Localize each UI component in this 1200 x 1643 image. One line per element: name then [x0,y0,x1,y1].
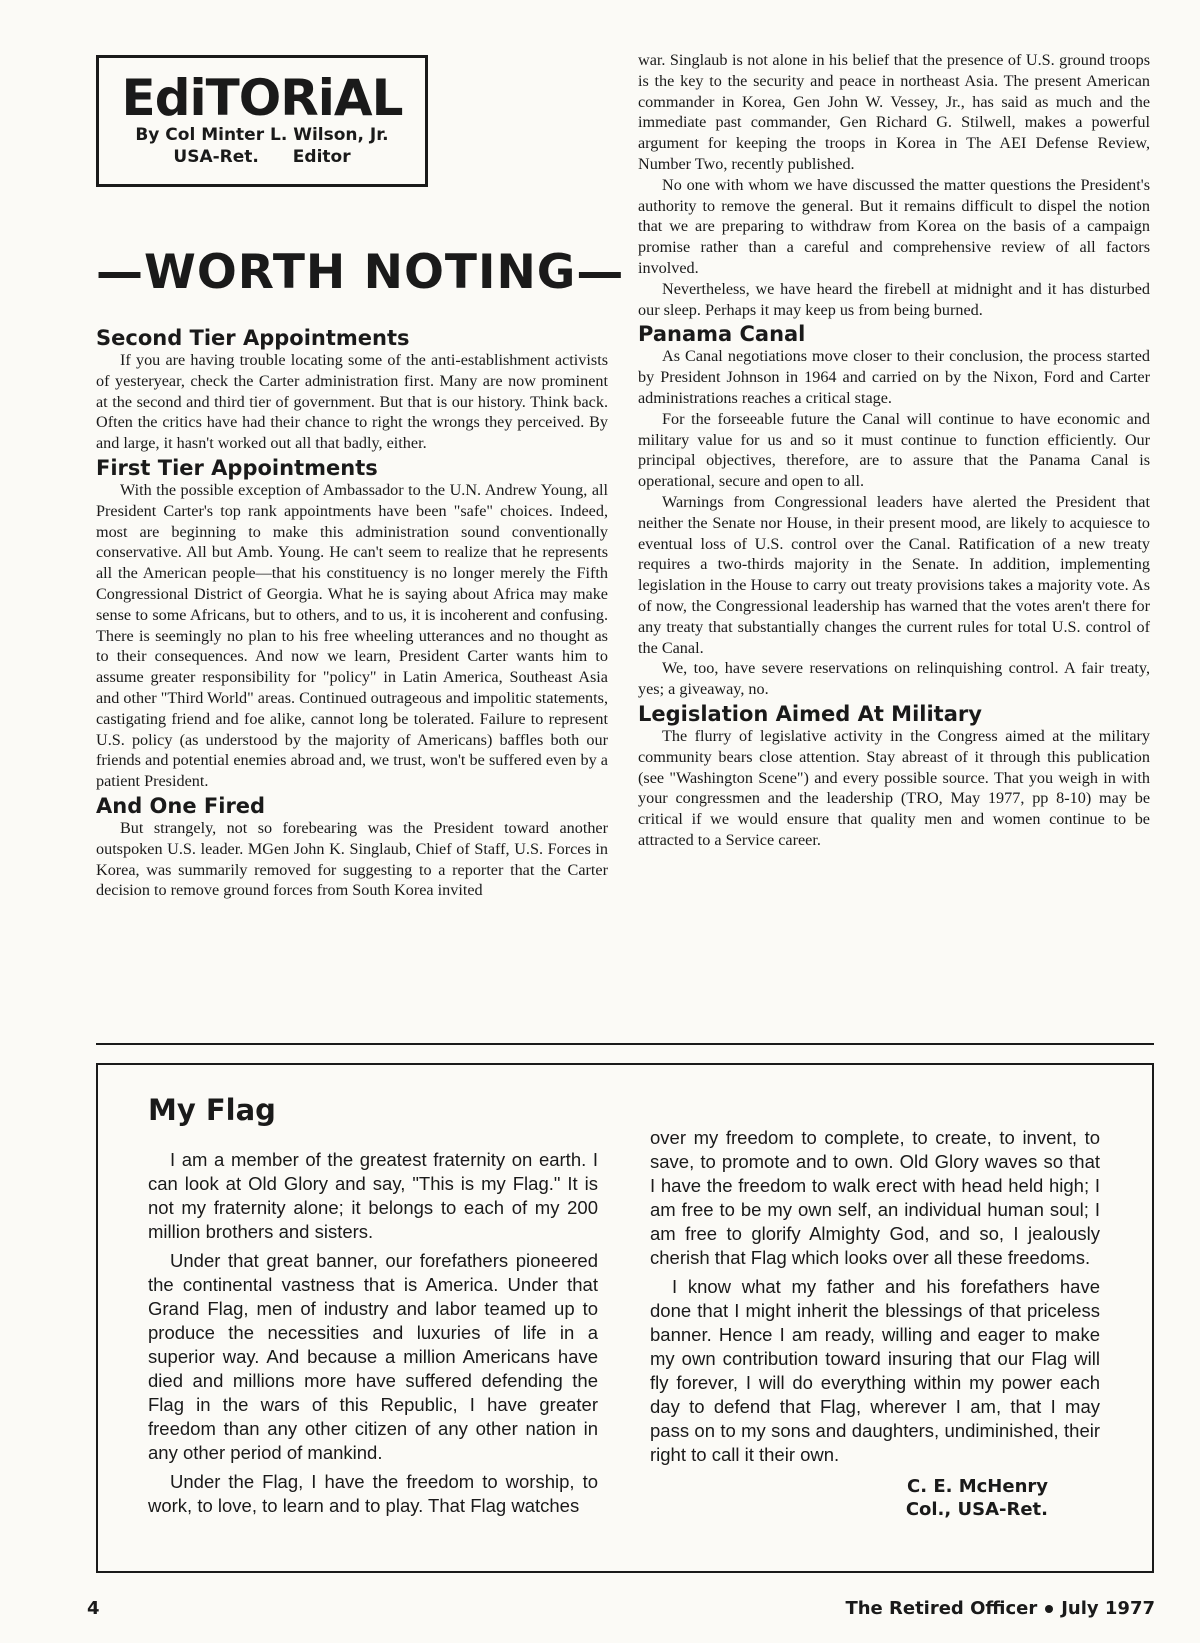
paragraph: If you are having trouble locating some of the anti-establishment activists of yesteryear, check the Carter administration first. Many are now prominent at the second and third tier of government. But that is our history. Think back. Often the critics have had their chance to right the wrongs they perceived. By and large, it hasn't worked out all that badly, either. [96,351,608,453]
my-flag-left-column [148,1148,598,1523]
bullet-icon [1045,1605,1053,1613]
section-title-first-tier: First Tier Appointments [96,455,378,480]
paragraph: The flurry of legislative activity in the Congress aimed at the military community bears close attention. Stay abreast of it through this publication (see "Washington Scene") and every possible source. That you weigh in with your congressmen and the leadership (TRO, May 1977, pp 8-10) may be critical if we would ensure that quality men and women continue to be attracted to a Service career. [638,726,1150,849]
paragraph: We, too, have severe reservations on relinquishing control. A fair treaty, yes; a giveaway, no. [638,659,1150,699]
my-flag-title: My Flag [148,1093,276,1127]
paragraph: over my freedom to complete, to create, to invent, to save, to promote and to own. Old Glory waves so that I have the freedom to walk erect with head held high; I am free to be my own self, an individual human soul; I am free to glorify Almighty God, and so, I jealously cherish that Flag which looks over all these freedoms. [650,1127,1100,1268]
author-rank: Col., USA-Ret. [905,1499,1048,1520]
paragraph: For the forseeable future the Canal will continue to have economic and military value for us and so it must continue to function efficiently. Our principal objectives, therefore, are to assure that the Panama Canal is operational, secure and open to all. [638,409,1150,491]
editorial-title: EdiTORiAL [121,69,403,127]
left-column [96,326,608,901]
signature-block [906,1475,1048,1521]
horizontal-divider [96,1043,1154,1045]
paragraph: war. Singlaub is not alone in his belief that the presence of U.S. ground troops is the key to the security and peace in northeast Asia. The present American commander in Korea, Gen John W. Vessey, Jr., has said as much and the immediate past commander, Gen Richard G. Stilwell, makes a powerful argument for keeping the troops in Korea in The AEI Defense Review, Number Two, recently published. [638,51,1150,173]
paragraph: As Canal negotiations move closer to their conclusion, the process started by President Johnson in 1964 and carried on by the Nixon, Ford and Carter administrations reaches a critical stage. [638,347,1150,407]
author-name: C. E. McHenry [907,1476,1048,1497]
byline-role: Editor [292,147,351,167]
section-title-second-tier: Second Tier Appointments [96,326,410,350]
paragraph: I know what my father and his forefathers have done that I might inherit the blessings of that priceless banner. Hence I am ready, willing and eager to make my own contribution toward insuring that our Flag will fly forever, I will do everything within my power each day to defend that Flag, wherever I am, that I may pass on to my sons and daughters, undiminished, their right to call it their own. [650,1276,1100,1465]
page-number: 4 [87,1598,100,1619]
issue-date: July 1977 [1061,1598,1155,1619]
magazine-title: The Retired Officer [845,1598,1038,1619]
paragraph: Under that great banner, our forefathers pioneered the continental vastness that is America. Under that Grand Flag, men of industry and labor teamed up to produce the necessities and luxuries of life in a superior way. And because a million Americans have died and millions more have suffered defending the Flag in the wars of this Republic, I have greater freedom than any other citizen of any other nation in any other period of mankind. [148,1250,598,1463]
section-title-panama-canal: Panama Canal [638,322,806,347]
my-flag-box [96,1063,1154,1573]
magazine-footer [845,1598,1155,1619]
byline-role-row [99,146,425,168]
paragraph: Warnings from Congressional leaders have alerted the President that neither the Senate nor House, in their present mood, are likely to acquiesce to eventual loss of U.S. control over the Canal. Ratification of a new treaty requires a two-thirds majority in the Senate. In addition, implementing legislation in the House to carry out treaty provisions takes a majority vote. As of now, the Congressional leadership has warned that the votes aren't there for any treaty that substantially changes the current rules for total U.S. control of the Canal. [638,492,1150,657]
paragraph: I am a member of the greatest fraternity on earth. I can look at Old Glory and say, "This is my Flag." It is not my fraternity alone; it belongs to each of my 200 million brothers and sisters. [148,1149,598,1242]
headline: —WORTH NOTING— [96,245,625,300]
my-flag-right-column [650,1126,1100,1472]
paragraph: Under the Flag, I have the freedom to worship, to work, to love, to learn and to play. That Flag watches [148,1471,598,1516]
paragraph: Nevertheless, we have heard the firebell at midnight and it has disturbed our sleep. Perhaps it may keep us from being burned. [638,279,1150,319]
paragraph: With the possible exception of Ambassador to the U.N. Andrew Young, all President Carter's top rank appointments have been "safe" choices. Indeed, most are beginning to make this administration sound conventionally conservative. All but Amb. Young. He can't seem to realize that he represents all the American people—that his constituency is no longer merely the Fifth Congressional District of Georgia. What he is saying about Africa may make sense to some Africans, but to others, and to us, it is incoherent and confusing. There is seemingly no plan to his free wheeling utterances and no thought as to their consequences. And now we learn, President Carter wants him to assume greater responsibility for "policy" in Latin America, Southeast Asia and other "Third World" areas. Continued outrageous and impolitic statements, castigating friend and foe alike, cannot long be tolerated. Failure to represent U.S. policy (as understood by the majority of Americans) baffles both our friends and potential enemies abroad and, we trust, won't be suffered even by a patient President. [96,480,608,791]
byline-rank: USA-Ret. [173,147,259,167]
section-title-one-fired: And One Fired [96,793,266,818]
paragraph: But strangely, not so forebearing was the President toward another outspoken U.S. leader. MGen John K. Singlaub, Chief of Staff, U.S. Forces in Korea, was summarily removed for suggesting to a reporter that the Carter decision to remove ground forces from South Korea invited [96,818,608,900]
paragraph: No one with whom we have discussed the matter questions the President's authority to remove the general. But it remains difficult to dispel the notion that we are preparing to withdraw from Korea on the basis of a campaign promise rather than a careful and comprehensive review of all factors involved. [638,175,1150,277]
right-column [638,50,1150,851]
editorial-masthead [96,55,428,187]
section-title-legislation: Legislation Aimed At Military [638,701,982,726]
byline-name: By Col Minter L. Wilson, Jr. [135,125,389,145]
